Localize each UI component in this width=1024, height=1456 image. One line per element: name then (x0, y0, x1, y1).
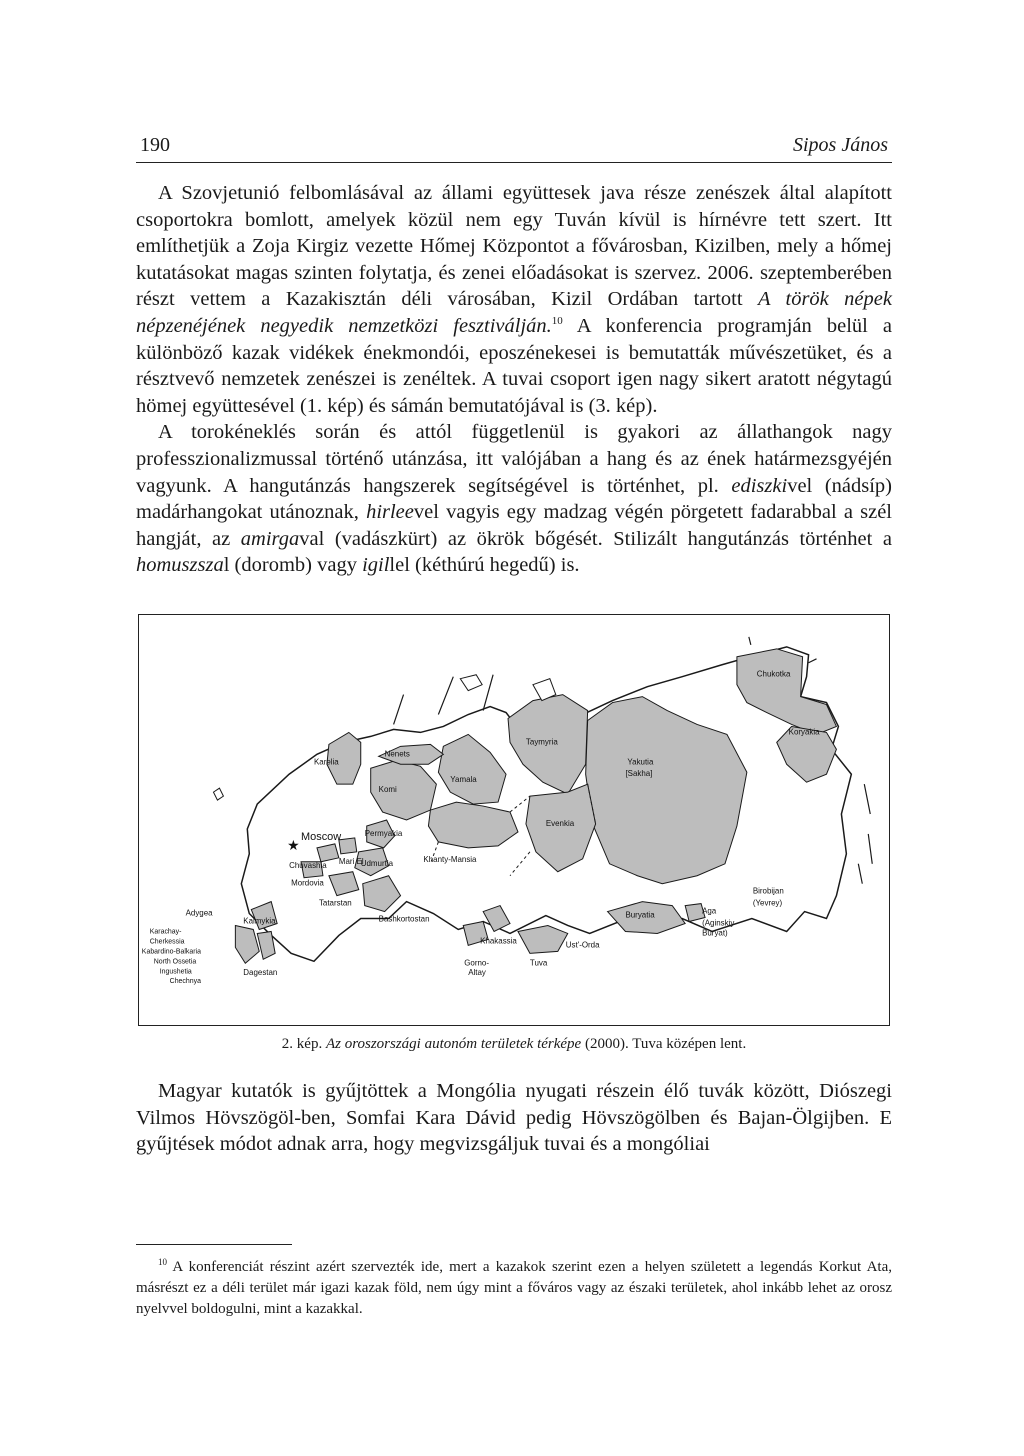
label-altay: Altay (468, 968, 486, 978)
map-svg (139, 615, 889, 1025)
region-mari-el (339, 838, 357, 854)
footnote: $^{10}$ A konferenciát részint azért szervezték ide, mert a kazakok szerint ezen a helyen született a legendás Korkut Ata, másrészt ez a déli terület már igazi kazak föld, nem úgy mint a főváros vagy az északi területek, ahol inkább lehet az orosz nyelvvel boldogulni, mint a kazakkal. (136, 1257, 892, 1317)
label-ustorda: Ust'-Orda (565, 940, 600, 950)
label-dagestan: Dagestan (243, 968, 278, 978)
label-mordovia: Mordovia (291, 878, 324, 888)
label-aginskiy: (Aginskiy (702, 918, 735, 928)
page-number: 190 (140, 134, 170, 156)
label-permyakia: Permyakia (364, 828, 403, 838)
main-text (136, 180, 892, 579)
label-gorno: Gorno- (464, 958, 490, 968)
label-birobijan: Birobijan (752, 886, 784, 896)
footnote-divider (136, 1244, 292, 1245)
label-khanty: Khanty-Mansia (423, 854, 477, 864)
label-udmurtia: Udmurtia (360, 858, 394, 868)
region-caucasus (235, 925, 259, 963)
label-adygea: Adygea (185, 908, 213, 918)
label-ingushetia: Ingushetia (159, 968, 192, 976)
paragraph: A Szovjetunió felbomlásával az állami együttesek java része zenészek által alapított csoportokra bomlott, amelyek közül nem egy Tuván kívül is hírnévre tett szert. Itt említhetjük a Zoja Kirgiz vezette Hőmej Központot a fővárosban, Kizilben, mely a hőmej kutatásokat magas szinten folytatja, és zenei előadásokat is szervez. 2006. szeptemberében részt vettem a Kazakisztán déli városában, Kizil Ordában tartott A török népek népzenéjének negyedik nemzetközi fesztiválján.$^{10}$ A konferencia programján belül a különböző kazak vidékek énekmondói, eposzénekesei is bemutatták művészetüket, és a résztvevő nemzetek zenészei is zenéltek. A tuvai csoport igen nagy sikert aratott négytagú hömej együttesével (1. kép) és sámán bemutatójával is (3. kép). (136, 182, 893, 417)
label-buryat: Buryat) (702, 928, 728, 938)
label-kalmykia: Kalmykia (243, 916, 276, 926)
label-tatarstan: Tatarstan (318, 898, 352, 908)
main-text-continued (136, 1078, 892, 1158)
label-nenets: Nenets (384, 749, 410, 759)
label-moscow: Moscow (301, 830, 342, 843)
label-buryatia: Buryatia (625, 910, 655, 920)
paragraph: A torokéneklés során és attól függetlenül is gyakori az állathangok nagy professzionalizmussal történő utánzása, itt valójában a hang és az ének határmezsgyéjén vagyunk. A hangutánzás hangszerek segítségével is történhet, pl. ediszkivel (nádsíp) madárhangokat utánoznak, hirleevel vagyis egy madzag végén pörgetett fadarabbal a szél hangját, az amirgaval (vadászkürt) az ökrök bőgését. Stilizált hangutánzás történhet a homuszszal (doromb) vagy igillel (kéthúrú hegedű) is. (136, 421, 893, 577)
label-taymyria: Taymyria (525, 737, 558, 747)
label-koryakia: Koryakia (788, 727, 820, 737)
paragraph: Magyar kutatók is gyűjtöttek a Mongólia nyugati részein élő tuvák között, Diószegi Vilmos Hövszögöl-ben, Somfai Kara Dávid pedig Hövszögölben és Bajan-Ölgijben. E gyűjtések módot adnak arra, hogy megvizsgáljuk tuvai és a mongóliai (136, 1080, 892, 1156)
label-karachay: Karachay- (149, 928, 182, 936)
russia-autonomous-regions-map (138, 614, 890, 1026)
label-evenkia: Evenkia (545, 818, 575, 828)
sakhalin-kuril (858, 784, 872, 884)
running-header (136, 130, 892, 163)
label-yakutia: Yakutia (627, 757, 654, 767)
region-tuva (518, 925, 568, 953)
label-yamala: Yamala (450, 775, 477, 785)
label-kabardino: Kabardino-Balkaria (141, 948, 201, 956)
label-chukotka: Chukotka (756, 669, 791, 679)
kaliningrad (213, 788, 223, 800)
running-author: Sipos János (793, 134, 888, 156)
figure-caption: 2. kép. Az oroszországi autonóm területek térképe (2000). Tuva középen lent. (281, 1036, 747, 1052)
label-ossetia: North Ossetia (153, 958, 197, 966)
label-yevrey: (Yevrey) (752, 898, 783, 908)
label-mari: Mari El (338, 856, 364, 866)
label-sakha: [Sakha] (625, 769, 653, 779)
label-chechnya: Chechnya (169, 978, 201, 986)
label-bashkortostan: Bashkortostan (378, 914, 430, 924)
footnote-number: 10 (158, 1257, 167, 1267)
label-karelia: Karelia (313, 757, 339, 767)
footnote-ref[interactable]: 10 (551, 315, 563, 328)
label-chuvashia: Chuvashia (289, 860, 327, 870)
island-shape (460, 675, 556, 701)
label-tuva: Tuva (529, 958, 548, 968)
moscow-star-icon: ★ (287, 836, 300, 853)
label-komi: Komi (378, 785, 397, 795)
label-aga: Aga (702, 906, 717, 916)
label-cherkessia: Cherkessia (149, 938, 185, 946)
label-khakassia: Khakassia (480, 936, 517, 946)
